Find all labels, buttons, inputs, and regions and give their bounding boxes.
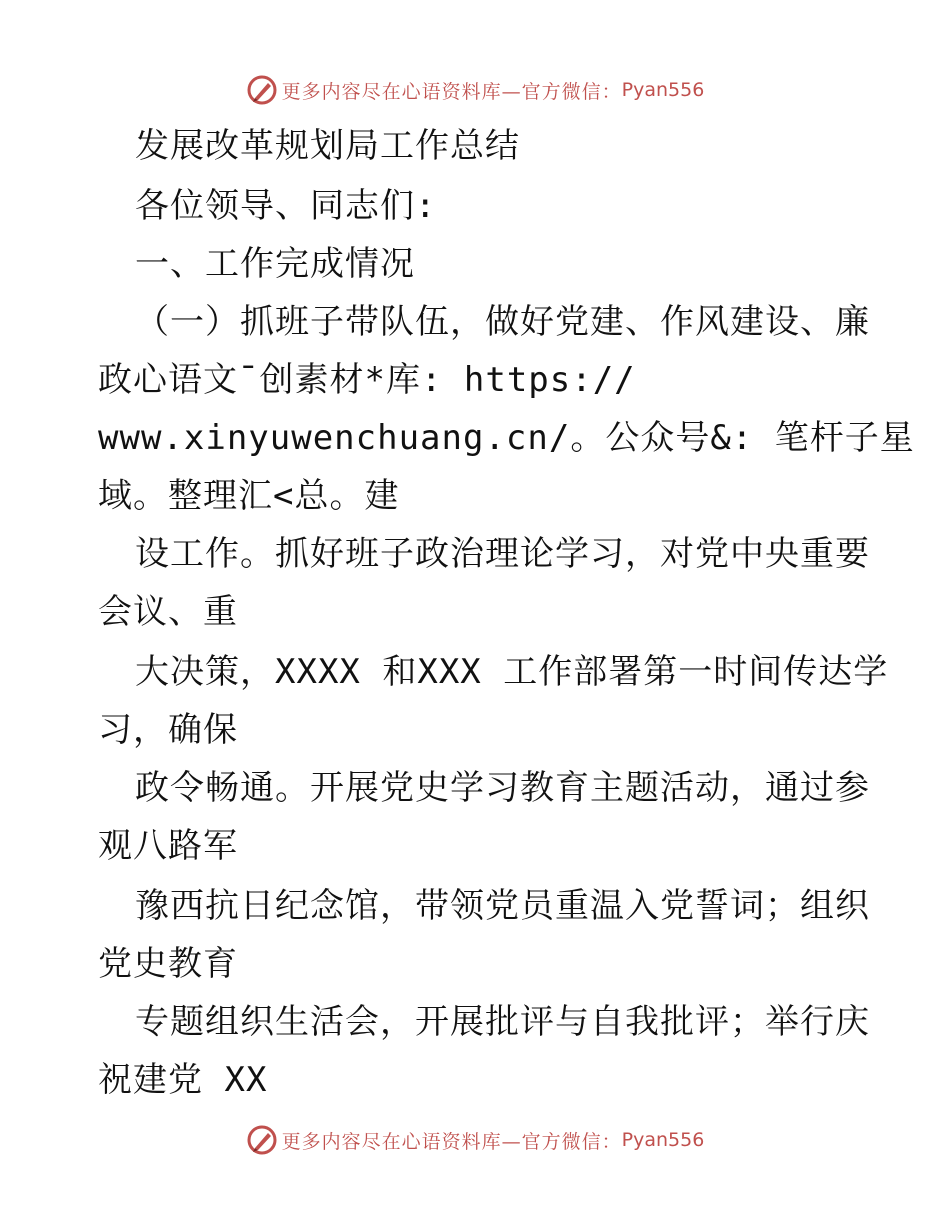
paragraph-line: 习，确保 [98,710,238,750]
footer-banner [0,1120,950,1160]
paragraph-line: 专题组织生活会，开展批评与自我批评；举行庆 [135,1002,870,1042]
pen-logo-icon [246,1124,278,1156]
document-title: 发展改革规划局工作总结 [135,126,520,166]
paragraph-line: 祝建党 XX [98,1060,268,1100]
section-heading: 一、工作完成情况 [135,244,415,284]
paragraph-line: 观八路军 [98,826,238,866]
header-banner [0,70,950,110]
banner-contact: Pyan556 [621,1129,705,1151]
paragraph-line: （一）抓班子带队伍，做好党建、作风建设、廉 [135,302,870,342]
pen-logo-icon [246,74,278,106]
paragraph-line: 域。整理汇<总。建 [98,476,400,516]
paragraph-line: 豫西抗日纪念馆，带领党员重温入党誓词；组织 [135,886,870,926]
banner-contact: Pyan556 [621,79,705,101]
paragraph-line: www.xinyuwenchuang.cn/。公众号&: 笔杆子星 [98,418,915,458]
paragraph-line: 设工作。抓好班子政治理论学习，对党中央重要 [135,534,870,574]
paragraph-line: 党史教育 [98,944,238,984]
banner-text: 更多内容尽在心语资料库—官方微信： [281,1130,622,1153]
paragraph-line: 政心语文¯创素材*库: https:// [98,360,636,400]
banner-text: 更多内容尽在心语资料库—官方微信： [281,80,622,103]
greeting: 各位领导、同志们: [135,186,437,226]
paragraph-line: 大决策，XXXX 和XXX 工作部署第一时间传达学 [135,652,889,692]
paragraph-line: 政令畅通。开展党史学习教育主题活动，通过参 [135,768,870,808]
paragraph-line: 会议、重 [98,592,238,632]
